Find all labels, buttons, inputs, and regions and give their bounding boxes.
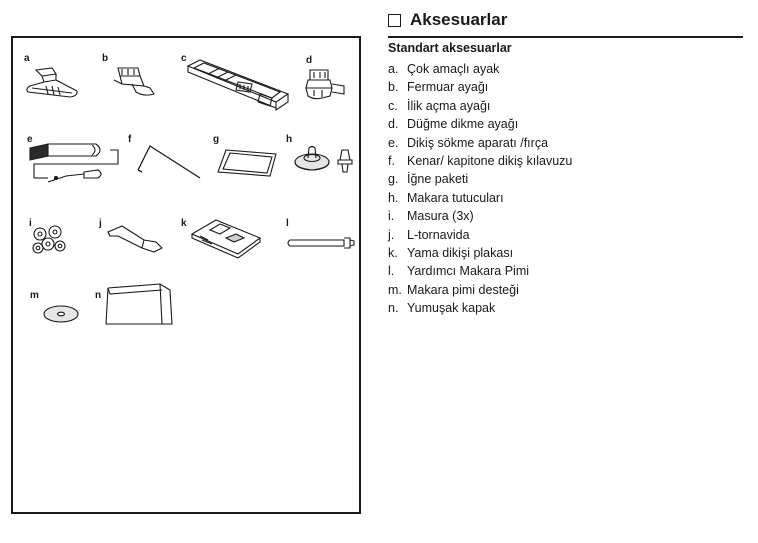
section-subtitle: Standart aksesuarlar (388, 41, 512, 55)
list-item: j. L-tornavida (388, 227, 470, 242)
section-title: Aksesuarlar (410, 10, 508, 29)
zipper-foot-icon (110, 64, 160, 104)
list-item: m. Makara pimi desteği (388, 282, 519, 297)
quilting-guide-icon (132, 142, 204, 184)
list-item: d. Düğme dikme ayağı (388, 117, 519, 132)
buttonhole-foot-icon (180, 58, 292, 118)
figure-label-j: j (99, 218, 102, 229)
soft-cover-icon (100, 280, 180, 328)
figure-label-n: n (95, 290, 102, 301)
multipurpose-foot-icon (22, 64, 84, 104)
figure-label-i: i (29, 218, 32, 229)
l-screwdriver-icon (104, 222, 166, 256)
checkbox-icon (388, 14, 401, 27)
bobbins-icon (30, 224, 70, 256)
figure-label-g: g (213, 134, 220, 145)
auxiliary-spool-pin-icon (284, 232, 356, 254)
list-item: c. İlik açma ayağı (388, 98, 491, 113)
list-item: h. Makara tutucuları (388, 190, 504, 205)
figure-label-d: d (306, 55, 313, 66)
list-item: b. Fermuar ayağı (388, 80, 489, 95)
accessories-list (388, 60, 572, 317)
figure-label-b: b (102, 53, 109, 64)
spool-holder-icon (292, 140, 358, 180)
figure-label-f: f (128, 134, 132, 145)
section-header (388, 8, 743, 38)
list-item: k. Yama dikişi plakası (388, 245, 514, 260)
figure-label-k: k (181, 218, 187, 229)
figure-label-h: h (286, 134, 293, 145)
darning-plate-icon (186, 216, 264, 264)
list-item: g. İğne paketi (388, 172, 469, 187)
figure-label-e: e (27, 134, 33, 145)
list-item: f. Kenar/ kapitone dikiş kılavuzu (388, 153, 573, 168)
button-foot-icon (300, 66, 352, 108)
list-item: a. Çok amaçlı ayak (388, 62, 500, 76)
list-item: l. Yardımcı Makara Pimi (388, 264, 530, 279)
list-item: i. Masura (3x) (388, 209, 474, 224)
figure-label-c: c (181, 53, 187, 64)
spool-pin-support-icon (40, 302, 82, 328)
needle-pack-icon (214, 148, 282, 178)
figure-label-a: a (24, 53, 30, 64)
seam-ripper-brush-icon (26, 138, 122, 190)
list-item: n. Yumuşak kapak (388, 301, 496, 316)
list-item: e. Dikiş sökme aparatı /fırça (388, 135, 549, 150)
figure-label-l: l (286, 218, 289, 229)
figure-label-m: m (30, 290, 39, 301)
